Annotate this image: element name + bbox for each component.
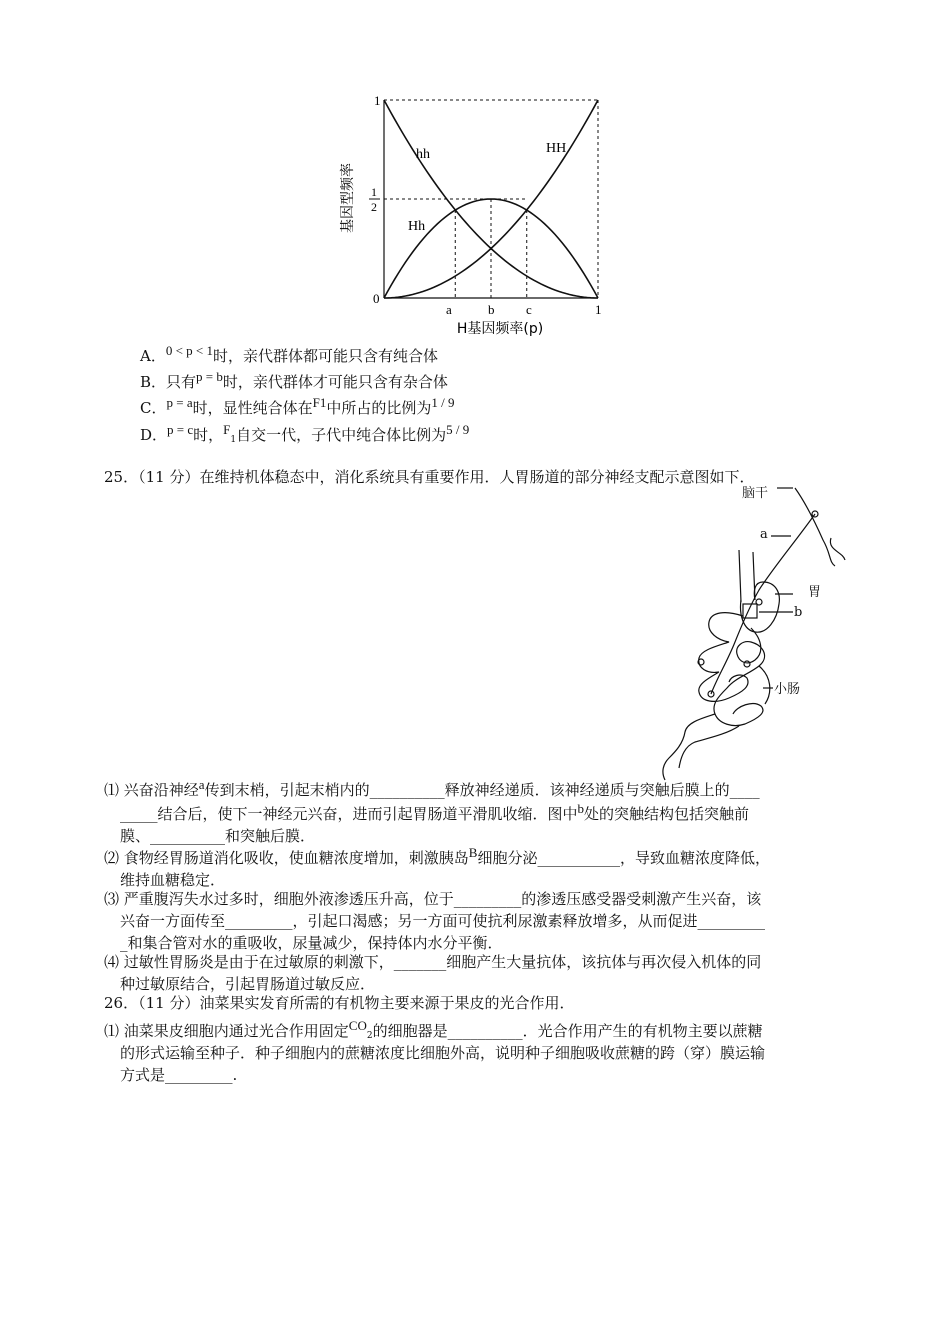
esophagus bbox=[739, 550, 755, 602]
math: p = c bbox=[167, 422, 194, 437]
math: F bbox=[223, 422, 231, 437]
option-pre: 只有 bbox=[166, 373, 197, 391]
text: ⑴ 兴奋沿神经 bbox=[104, 781, 199, 799]
q26-part1-line2: 的形式运输至种子．种子细胞内的蔗糖浓度比细胞外高，说明种子细胞吸收蔗糖的跨（穿）膜运输 bbox=[120, 1044, 766, 1062]
q25-part2-line1 bbox=[104, 845, 770, 869]
q26-part1-line1 bbox=[104, 1018, 763, 1044]
q25-part1-line1 bbox=[104, 777, 760, 801]
option-text: 时， bbox=[193, 426, 224, 444]
math: p = b bbox=[196, 369, 223, 384]
text: ⑵ 食物经胃肠道消化吸收，使血糖浓度增加，刺激胰岛 bbox=[104, 849, 469, 867]
duct-outline bbox=[679, 726, 739, 768]
math: CO bbox=[348, 1018, 367, 1033]
y-tick-half-den: 2 bbox=[371, 200, 377, 214]
option-letter: A． bbox=[140, 347, 166, 365]
gut-nerve-diagram bbox=[655, 482, 855, 782]
x-tick-c: c bbox=[526, 302, 532, 317]
rectum-outline bbox=[663, 714, 715, 780]
label-small-intestine: 小肠 bbox=[774, 682, 801, 697]
math: 0 < p < 1 bbox=[165, 343, 214, 358]
q26-part1-line3: 方式是_________. bbox=[120, 1066, 238, 1084]
q25-part3-line2: 兴奋一方面传至_________，引起口渴感；另一方面可使抗利尿激素释放增多，从而促进_________ bbox=[120, 912, 766, 930]
option-text: 中所占的比例为 bbox=[326, 399, 432, 417]
text: ⑴ 油菜果皮细胞内通过光合作用固定 bbox=[104, 1022, 349, 1040]
q25-part3-line3: _和集合管对水的重吸收，尿量减少，保持体内水分平衡． bbox=[120, 934, 503, 952]
option-text: 时，显性纯合体在 bbox=[192, 399, 313, 417]
math: B bbox=[468, 845, 478, 860]
math: p = a bbox=[166, 395, 193, 410]
q25-part2-line2: 维持血糖稳定． bbox=[120, 871, 226, 889]
text: 细胞分泌___________，导致血糖浓度降低， bbox=[477, 849, 770, 867]
ganglion-node bbox=[756, 599, 762, 605]
option-text: 时，亲代群体都可能只含有纯合体 bbox=[213, 347, 439, 365]
q25-part3-line1: ⑶ 严重腹泻失水过多时，细胞外液渗透压升高，位于_________的渗透压感受器受刺激产生兴奋，该 bbox=[104, 890, 762, 908]
option-letter: D． bbox=[140, 426, 168, 444]
option-b bbox=[140, 369, 448, 393]
x-tick-b: b bbox=[488, 302, 495, 317]
option-c bbox=[140, 395, 455, 419]
option-d bbox=[140, 422, 470, 448]
x-tick-a: a bbox=[446, 302, 452, 317]
q26-heading: 26．（11 分）油菜果实发育所需的有机物主要来源于果皮的光合作用． bbox=[104, 994, 575, 1012]
y-axis-label: 基因型频率 bbox=[340, 163, 356, 233]
curve-label-hh: hh bbox=[416, 147, 430, 162]
y-tick-1: 1 bbox=[374, 93, 381, 108]
q25-part4-line2: 种过敏原结合，引起胃肠道过敏反应． bbox=[120, 975, 376, 993]
genotype-frequency-chart bbox=[330, 88, 620, 340]
q25-part1-line2 bbox=[120, 801, 750, 825]
curve-label-HH: HH bbox=[546, 141, 567, 156]
q25-heading: 25．（11 分）在维持机体稳态中，消化系统具有重要作用．人胃肠道的部分神经支配示意图如下． bbox=[104, 468, 755, 486]
text: 处的突触结构包括突触前 bbox=[584, 805, 750, 823]
math: 1 / 9 bbox=[431, 395, 455, 410]
option-text: 时，亲代群体才可能只含有杂合体 bbox=[222, 373, 448, 391]
label-brainstem: 脑干 bbox=[742, 486, 769, 501]
q25-part1-line3: 膜、__________和突触后膜． bbox=[120, 827, 316, 845]
option-a bbox=[140, 343, 439, 367]
subscript: 2 bbox=[366, 1031, 373, 1041]
option-letter: B． bbox=[140, 373, 167, 391]
math: b bbox=[577, 801, 585, 816]
label-b: b bbox=[794, 605, 803, 620]
math: a bbox=[198, 777, 205, 792]
label-nerve-a: a bbox=[760, 527, 768, 542]
curve-label-Hh: Hh bbox=[408, 219, 426, 234]
option-letter: C． bbox=[140, 399, 167, 417]
text: 的细胞器是__________．光合作用产生的有机物主要以蔗糖 bbox=[372, 1022, 763, 1040]
math: F1 bbox=[312, 395, 327, 410]
math: 5 / 9 bbox=[446, 422, 470, 437]
text: _____结合后，使下一神经元兴奋，进而引起胃肠道平滑肌收缩．图中 bbox=[120, 805, 578, 823]
subscript: 1 bbox=[230, 435, 237, 445]
text: 传到末梢，引起末梢内的__________释放神经递质．该神经递质与突触后膜上的____ bbox=[204, 781, 760, 799]
option-text: 自交一代，子代中纯合体比例为 bbox=[236, 426, 447, 444]
q25-part4-line1: ⑷ 过敏性胃肠炎是由于在过敏原的刺激下，_______细胞产生大量抗体，该抗体与再次侵入机体的同 bbox=[104, 953, 762, 971]
intestine-outline bbox=[699, 613, 770, 726]
neck-outline bbox=[830, 538, 845, 560]
head-outline bbox=[795, 488, 835, 566]
y-tick-0: 0 bbox=[373, 291, 380, 306]
y-tick-half-num: 1 bbox=[371, 185, 377, 199]
label-stomach: 胃 bbox=[808, 585, 822, 600]
ganglion-node bbox=[744, 661, 750, 667]
x-tick-1: 1 bbox=[595, 302, 602, 317]
x-axis-label: H基因频率(p) bbox=[456, 321, 544, 337]
